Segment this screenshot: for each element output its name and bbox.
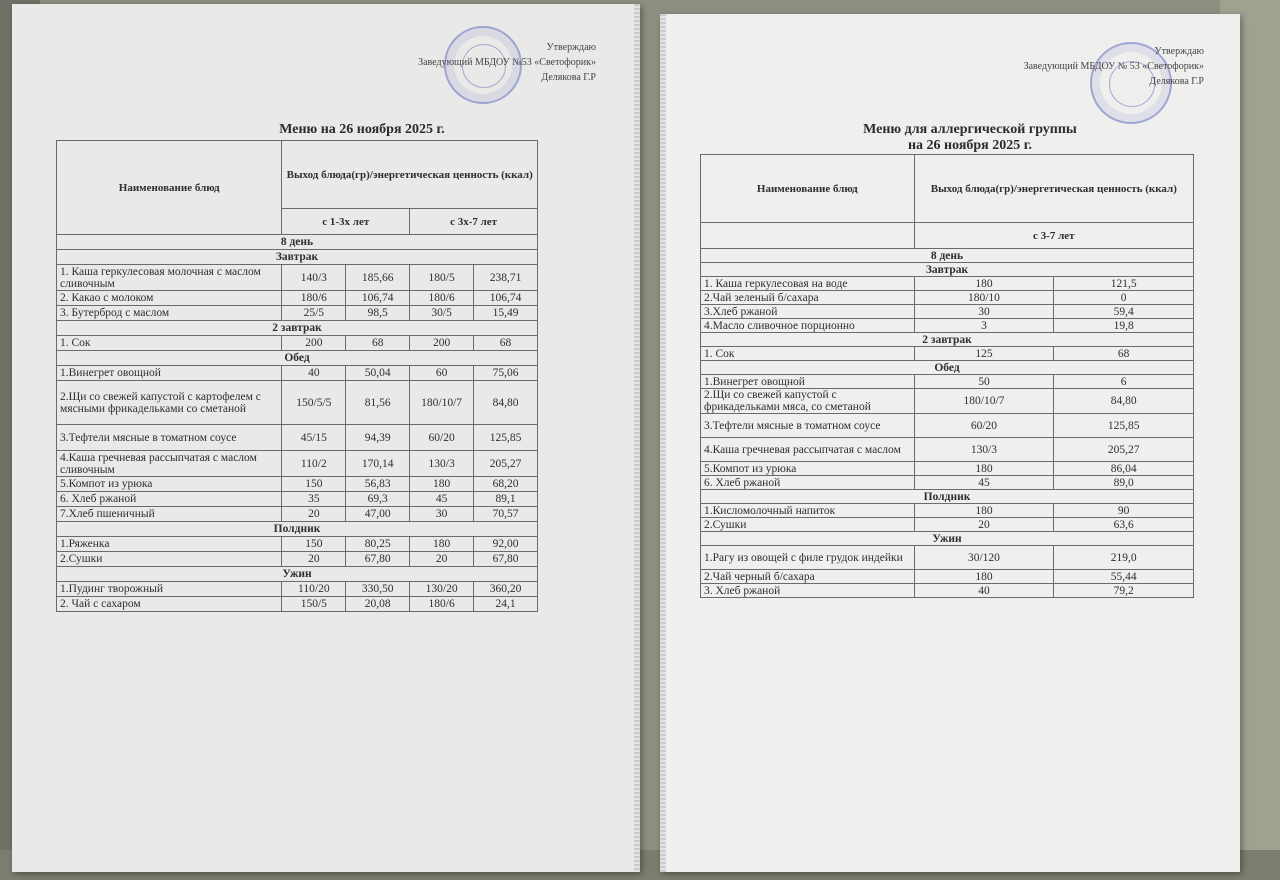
dish-weight: 130/3 [914, 438, 1054, 462]
section-row [701, 532, 1194, 546]
section-title: 2 завтрак [701, 333, 1194, 347]
approval-label: Утверждаю [546, 42, 596, 53]
table-row [701, 291, 1194, 305]
dish-energy: 86,04 [1054, 462, 1194, 476]
table-row [57, 477, 538, 492]
dish-energy: 15,49 [474, 306, 538, 321]
dish-weight: 45 [914, 476, 1054, 490]
menu-sheet-allergy [660, 14, 1240, 872]
dish-weight: 180/10/7 [410, 381, 474, 425]
dish-name: 3.Тефтели мясные в томатном соусе [57, 425, 282, 451]
table-row [57, 597, 538, 612]
section-title: Обед [701, 361, 1194, 375]
dish-name: 1. Каша геркулесовая на воде [701, 277, 915, 291]
dish-weight: 180 [914, 570, 1054, 584]
section-row [57, 250, 538, 265]
table-row [701, 347, 1194, 361]
dish-weight: 3 [914, 319, 1054, 333]
dish-weight: 130/3 [410, 451, 474, 477]
dish-energy: 238,71 [474, 265, 538, 291]
dish-energy: 360,20 [474, 582, 538, 597]
dish-weight: 180 [914, 462, 1054, 476]
table-row [57, 366, 538, 381]
dish-energy: 219,0 [1054, 546, 1194, 570]
dish-name: 4.Каша гречневая рассыпчатая с маслом [701, 438, 915, 462]
section-row [57, 321, 538, 336]
dish-energy: 6 [1054, 375, 1194, 389]
menu-table [700, 154, 1194, 598]
dish-energy: 90 [1054, 504, 1194, 518]
menu-sheet-general [12, 4, 640, 872]
dish-energy: 170,14 [346, 451, 410, 477]
dish-energy: 106,74 [346, 291, 410, 306]
dish-energy: 185,66 [346, 265, 410, 291]
sheet-edge [660, 14, 666, 872]
dish-name: 1.Винегрет овощной [57, 366, 282, 381]
section-title: Ужин [57, 567, 538, 582]
dish-weight: 30 [914, 305, 1054, 319]
header-name: Наименование блюд [57, 141, 282, 235]
dish-weight: 180/6 [282, 291, 346, 306]
dish-energy: 79,2 [1054, 584, 1194, 598]
dish-name: 4.Масло сливочное порционно [701, 319, 915, 333]
header-output: Выход блюда(гр)/энергетическая ценность (ккал) [914, 155, 1193, 223]
table-row [57, 451, 538, 477]
approval-signer: Делякова Г.Р [1149, 76, 1204, 87]
table-row [701, 438, 1194, 462]
dish-name: 1. Сок [701, 347, 915, 361]
dish-weight: 150 [282, 477, 346, 492]
approval-label: Утверждаю [1154, 46, 1204, 57]
dish-energy: 84,80 [1054, 389, 1194, 414]
dish-name: 1. Каша геркулесовая молочная с маслом сливочным [57, 265, 282, 291]
dish-weight: 180/6 [410, 291, 474, 306]
table-row [57, 425, 538, 451]
table-row [701, 305, 1194, 319]
table-row [701, 504, 1194, 518]
dish-name: 6. Хлеб ржаной [57, 492, 282, 507]
dish-name: 2.Чай черный б/сахара [701, 570, 915, 584]
dish-energy: 68 [474, 336, 538, 351]
dish-weight: 180/10/7 [914, 389, 1054, 414]
table-row [701, 546, 1194, 570]
header-age-1-3: с 1-3х лет [282, 209, 410, 235]
dish-energy: 63,6 [1054, 518, 1194, 532]
header-age-3-7: с 3х-7 лет [410, 209, 538, 235]
table-row [701, 518, 1194, 532]
dish-weight: 60/20 [914, 414, 1054, 438]
dish-name: 1.Винегрет овощной [701, 375, 915, 389]
dish-weight: 45/15 [282, 425, 346, 451]
dish-energy: 20,08 [346, 597, 410, 612]
page-title-line2: на 26 ноября 2025 г. [907, 138, 1033, 153]
section-row [57, 522, 538, 537]
dish-name: 5.Компот из урюка [701, 462, 915, 476]
dish-weight: 150/5 [282, 597, 346, 612]
dish-weight: 30/120 [914, 546, 1054, 570]
dish-energy: 84,80 [474, 381, 538, 425]
day-row [701, 249, 1194, 263]
dish-name: 4.Каша гречневая рассыпчатая с маслом сливочным [57, 451, 282, 477]
dish-weight: 35 [282, 492, 346, 507]
day-row [57, 235, 538, 250]
table-row [57, 537, 538, 552]
dish-energy: 24,1 [474, 597, 538, 612]
dish-weight: 60 [410, 366, 474, 381]
table-row [57, 582, 538, 597]
dish-name: 1.Пудинг творожный [57, 582, 282, 597]
dish-energy: 67,80 [474, 552, 538, 567]
header-output: Выход блюда(гр)/энергетическая ценность (ккал) [282, 141, 538, 209]
dish-weight: 30 [410, 507, 474, 522]
dish-name: 2.Щи со свежей капустой с фрикадельками мяса, со сметаной [701, 389, 915, 414]
dish-weight: 20 [282, 507, 346, 522]
section-title: Завтрак [57, 250, 538, 265]
dish-energy: 330,50 [346, 582, 410, 597]
section-title: 2 завтрак [57, 321, 538, 336]
dish-energy: 68 [346, 336, 410, 351]
dish-name: 6. Хлеб ржаной [701, 476, 915, 490]
section-title: Обед [57, 351, 538, 366]
page-title-line1: Меню для аллергической группы [863, 122, 1077, 137]
table-row [57, 336, 538, 351]
header-age-3-7: с 3-7 лет [914, 223, 1193, 249]
dish-energy: 19,8 [1054, 319, 1194, 333]
dish-name: 3. Хлеб ржаной [701, 584, 915, 598]
dish-energy: 70,57 [474, 507, 538, 522]
section-row [57, 567, 538, 582]
dish-weight: 130/20 [410, 582, 474, 597]
dish-energy: 0 [1054, 291, 1194, 305]
dish-energy: 56,83 [346, 477, 410, 492]
section-row [701, 361, 1194, 375]
section-title: Завтрак [701, 263, 1194, 277]
table-row [701, 462, 1194, 476]
dish-energy: 94,39 [346, 425, 410, 451]
table-row [57, 291, 538, 306]
dish-weight: 200 [282, 336, 346, 351]
dish-weight: 20 [282, 552, 346, 567]
sheet-edge [634, 4, 640, 872]
dish-name: 3.Хлеб ржаной [701, 305, 915, 319]
dish-weight: 140/3 [282, 265, 346, 291]
dish-energy: 80,25 [346, 537, 410, 552]
dish-name: 3.Тефтели мясные в томатном соусе [701, 414, 915, 438]
day-label: 8 день [57, 235, 538, 250]
dish-name: 2. Какао с молоком [57, 291, 282, 306]
dish-weight: 110/20 [282, 582, 346, 597]
dish-weight: 125 [914, 347, 1054, 361]
section-row [701, 490, 1194, 504]
dish-energy: 205,27 [474, 451, 538, 477]
table-row [57, 306, 538, 321]
dish-energy: 125,85 [474, 425, 538, 451]
dish-weight: 20 [914, 518, 1054, 532]
dish-name: 3. Бутерброд с маслом [57, 306, 282, 321]
table-row [57, 381, 538, 425]
dish-energy: 89,1 [474, 492, 538, 507]
dish-energy: 125,85 [1054, 414, 1194, 438]
dish-weight: 45 [410, 492, 474, 507]
dish-weight: 20 [410, 552, 474, 567]
approval-block [1024, 44, 1204, 89]
dish-weight: 60/20 [410, 425, 474, 451]
dish-energy: 69,3 [346, 492, 410, 507]
table-row [701, 414, 1194, 438]
dish-energy: 59,4 [1054, 305, 1194, 319]
day-label: 8 день [701, 249, 1194, 263]
dish-energy: 67,80 [346, 552, 410, 567]
table-row [701, 584, 1194, 598]
dish-name: 2.Чай зеленый б/сахара [701, 291, 915, 305]
dish-name: 2.Щи со свежей капустой с картофелем с мясными фрикадельками со сметаной [57, 381, 282, 425]
approval-position: Заведующий МБДОУ №53 «Светофорик» [418, 57, 596, 68]
dish-name: 1. Сок [57, 336, 282, 351]
table-row [701, 375, 1194, 389]
approval-signer: Делякова Г.Р [541, 72, 596, 83]
dish-energy: 92,00 [474, 537, 538, 552]
dish-weight: 180/5 [410, 265, 474, 291]
page-title: Меню на 26 ноября 2025 г. [279, 122, 445, 137]
table-row [57, 507, 538, 522]
page-title [800, 122, 1140, 154]
dish-weight: 40 [282, 366, 346, 381]
section-row [701, 333, 1194, 347]
dish-weight: 110/2 [282, 451, 346, 477]
dish-name: 1.Рагу из овощей с филе грудок индейки [701, 546, 915, 570]
dish-name: 1.Ряженка [57, 537, 282, 552]
approval-block [418, 40, 596, 85]
approval-position: Заведующий МБДОУ № 53 «Светофорик» [1023, 61, 1204, 72]
dish-weight: 30/5 [410, 306, 474, 321]
dish-name: 2.Сушки [57, 552, 282, 567]
dish-energy: 106,74 [474, 291, 538, 306]
dish-energy: 205,27 [1054, 438, 1194, 462]
table-row [701, 476, 1194, 490]
dish-weight: 180 [410, 477, 474, 492]
dish-energy: 75,06 [474, 366, 538, 381]
dish-energy: 121,5 [1054, 277, 1194, 291]
dish-weight: 40 [914, 584, 1054, 598]
dish-weight: 150/5/5 [282, 381, 346, 425]
table-row [701, 319, 1194, 333]
dish-weight: 180/6 [410, 597, 474, 612]
dish-energy: 68 [1054, 347, 1194, 361]
dish-weight: 50 [914, 375, 1054, 389]
dish-energy: 68,20 [474, 477, 538, 492]
table-row [701, 389, 1194, 414]
dish-energy: 50,04 [346, 366, 410, 381]
dish-name: 7.Хлеб пшеничный [57, 507, 282, 522]
dish-energy: 47,00 [346, 507, 410, 522]
header-empty [701, 223, 915, 249]
menu-table [56, 140, 538, 612]
dish-weight: 150 [282, 537, 346, 552]
dish-energy: 55,44 [1054, 570, 1194, 584]
section-row [701, 263, 1194, 277]
dish-weight: 180 [410, 537, 474, 552]
dish-name: 2.Сушки [701, 518, 915, 532]
dish-weight: 180/10 [914, 291, 1054, 305]
table-row [57, 265, 538, 291]
table-row [701, 570, 1194, 584]
section-title: Ужин [701, 532, 1194, 546]
dish-weight: 180 [914, 504, 1054, 518]
dish-weight: 180 [914, 277, 1054, 291]
table-row [57, 552, 538, 567]
table-row [701, 277, 1194, 291]
section-row [57, 351, 538, 366]
dish-weight: 25/5 [282, 306, 346, 321]
section-title: Полдник [701, 490, 1194, 504]
dish-weight: 200 [410, 336, 474, 351]
dish-energy: 81,56 [346, 381, 410, 425]
dish-name: 2. Чай с сахаром [57, 597, 282, 612]
section-title: Полдник [57, 522, 538, 537]
dish-name: 1.Кисломолочный напиток [701, 504, 915, 518]
header-name: Наименование блюд [701, 155, 915, 223]
dish-name: 5.Компот из урюка [57, 477, 282, 492]
dish-energy: 89,0 [1054, 476, 1194, 490]
table-row [57, 492, 538, 507]
dish-energy: 98,5 [346, 306, 410, 321]
